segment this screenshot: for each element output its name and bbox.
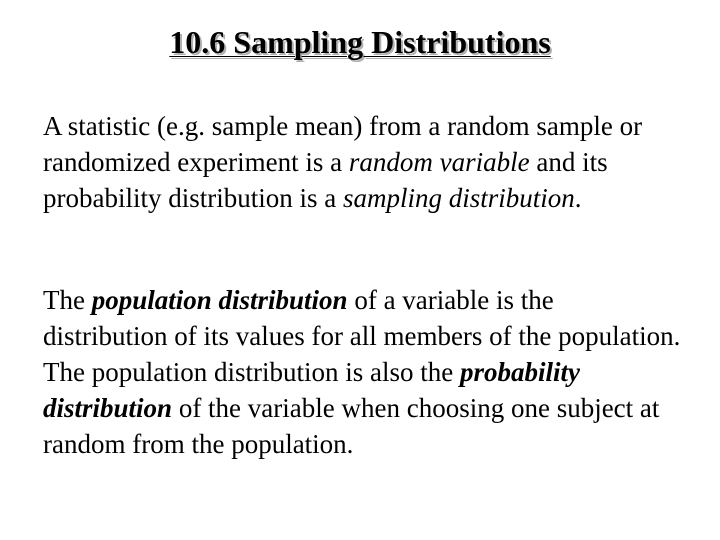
population-distribution-paragraph [43, 282, 687, 462]
probability-distribution-term: probability distribution [43, 357, 587, 423]
paragraph-text: and its probability distribution is a [43, 147, 622, 213]
paragraph-text: . [574, 183, 582, 213]
random-variable-term: random variable [348, 147, 530, 177]
paragraph-text: A statistic (e.g. sample mean) from a random sample or randomized experiment is a [43, 111, 649, 177]
paragraph-text: of the variable when choosing one subject at random from the population. [43, 393, 667, 459]
paragraph-text: The [43, 285, 92, 315]
slide-title: 10.6 Sampling Distributions [169, 24, 551, 60]
sampling-distribution-term: sampling distribution [342, 183, 575, 213]
sampling-distribution-paragraph [43, 108, 683, 216]
population-distribution-term: population distribution [91, 285, 348, 315]
paragraph-text: of a variable is the distribution of its values for all members of the population. The population distribution is also the [43, 285, 687, 387]
